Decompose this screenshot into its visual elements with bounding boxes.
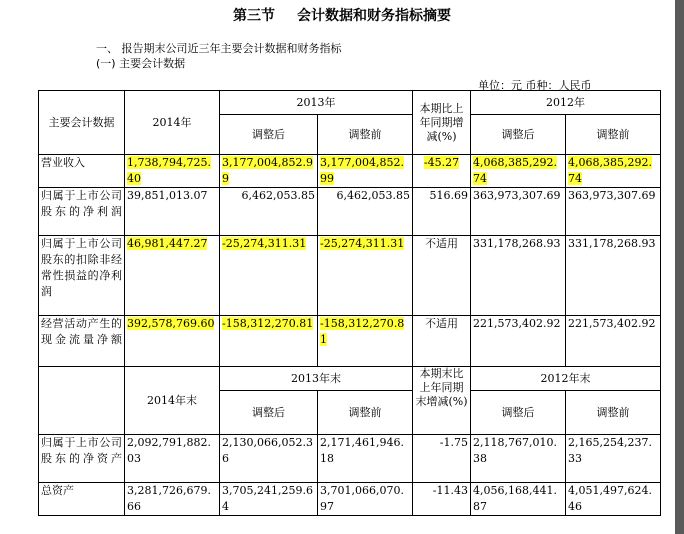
row-label: 总资产 [39, 483, 125, 516]
cell-value: 2,165,254,237.33 [566, 435, 661, 483]
row-label: 营业收入 [39, 155, 125, 188]
cell-value: 392,578,769.60 [127, 317, 215, 330]
header-2013-before: 调整前 [318, 115, 413, 155]
cell-value: -158,312,270.81 [320, 317, 405, 346]
cell-value: 6,462,053.85 [220, 188, 318, 236]
table-row [39, 188, 661, 236]
table-row [39, 236, 661, 316]
accounting-data-table [38, 90, 661, 516]
table-row [39, 316, 661, 367]
header-blank [39, 367, 125, 435]
cell-value: 2,092,791,882.03 [125, 435, 220, 483]
unit-currency-note: 单位：元 币种：人民币 [478, 79, 592, 92]
heading-level-1: 一、 报告期末公司近三年主要会计数据和财务指标 [96, 42, 342, 55]
scrollbar-edge [675, 0, 684, 534]
row-label: 归属于上市公司股东的扣除非经常性损益的净利润 [39, 236, 125, 316]
cell-value: 4,068,385,292.74 [473, 156, 557, 185]
row-label: 归属于上市公司股东的净资产 [39, 435, 125, 483]
header-change-end: 本期末比上年同期末增减(%) [413, 367, 471, 435]
header-2013-end-after: 调整后 [220, 391, 318, 435]
row-label: 归属于上市公司股东的净利润 [39, 188, 125, 236]
table-row [39, 435, 661, 483]
cell-value: 2,171,461,946.18 [318, 435, 413, 483]
cell-value: 3,177,004,852.99 [320, 156, 404, 185]
header-2012-end-before: 调整前 [566, 391, 661, 435]
cell-value: -25,274,311.31 [320, 237, 405, 250]
table-row [39, 483, 661, 516]
cell-value: 39,851,013.07 [125, 188, 220, 236]
cell-value: 46,981,447.27 [127, 237, 208, 250]
cell-value: 2,118,767,010.38 [471, 435, 566, 483]
header-2014-end: 2014年末 [125, 367, 220, 435]
cell-value: 2,130,066,052.36 [220, 435, 318, 483]
cell-value: -25,274,311.31 [222, 237, 307, 250]
header-item: 主要会计数据 [39, 91, 125, 155]
header-2012-before: 调整前 [566, 115, 661, 155]
cell-value: 3,705,241,259.64 [220, 483, 318, 516]
header-2013-after: 调整后 [220, 115, 318, 155]
cell-value: -45.27 [423, 156, 460, 169]
section-name: 会计数据和财务指标摘要 [297, 8, 451, 24]
cell-value: 1,738,794,725.40 [127, 156, 211, 185]
header-2014: 2014年 [125, 91, 220, 155]
row-label: 经营活动产生的现金流量净额 [39, 316, 125, 367]
section-number: 第三节 [233, 8, 275, 24]
cell-value: 3,281,726,679.66 [125, 483, 220, 516]
header-2013: 2013年 [220, 91, 413, 115]
cell-value: 363,973,307.69 [566, 188, 661, 236]
header-2012-end: 2012年末 [471, 367, 661, 391]
cell-value: 4,056,168,441.87 [471, 483, 566, 516]
header-2012-after: 调整后 [471, 115, 566, 155]
cell-value: 4,051,497,624.46 [566, 483, 661, 516]
table-row [39, 155, 661, 188]
header-2012-end-after: 调整后 [471, 391, 566, 435]
cell-value: 3,177,004,852.99 [222, 156, 313, 185]
header-2013-end: 2013年末 [220, 367, 413, 391]
cell-value: 331,178,268.93 [471, 236, 566, 316]
cell-value: 4,068,385,292.74 [568, 156, 652, 185]
cell-value: -158,312,270.81 [222, 317, 314, 330]
header-2013-end-before: 调整前 [318, 391, 413, 435]
cell-value: 331,178,268.93 [566, 236, 661, 316]
section-title [0, 5, 684, 25]
heading-level-2: (一) 主要会计数据 [96, 57, 186, 70]
cell-value: 不适用 [413, 236, 471, 316]
cell-value: 6,462,053.85 [318, 188, 413, 236]
cell-value: 221,573,402.92 [566, 316, 661, 367]
cell-value: -1.75 [413, 435, 471, 483]
cell-value: 不适用 [413, 316, 471, 367]
cell-value: 221,573,402.92 [471, 316, 566, 367]
cell-value: -11.43 [413, 483, 471, 516]
cell-value: 516.69 [413, 188, 471, 236]
header-2012: 2012年 [471, 91, 661, 115]
cell-value: 3,701,066,070.97 [318, 483, 413, 516]
header-change: 本期比上年同期增减(%) [413, 91, 471, 155]
cell-value: 363,973,307.69 [471, 188, 566, 236]
